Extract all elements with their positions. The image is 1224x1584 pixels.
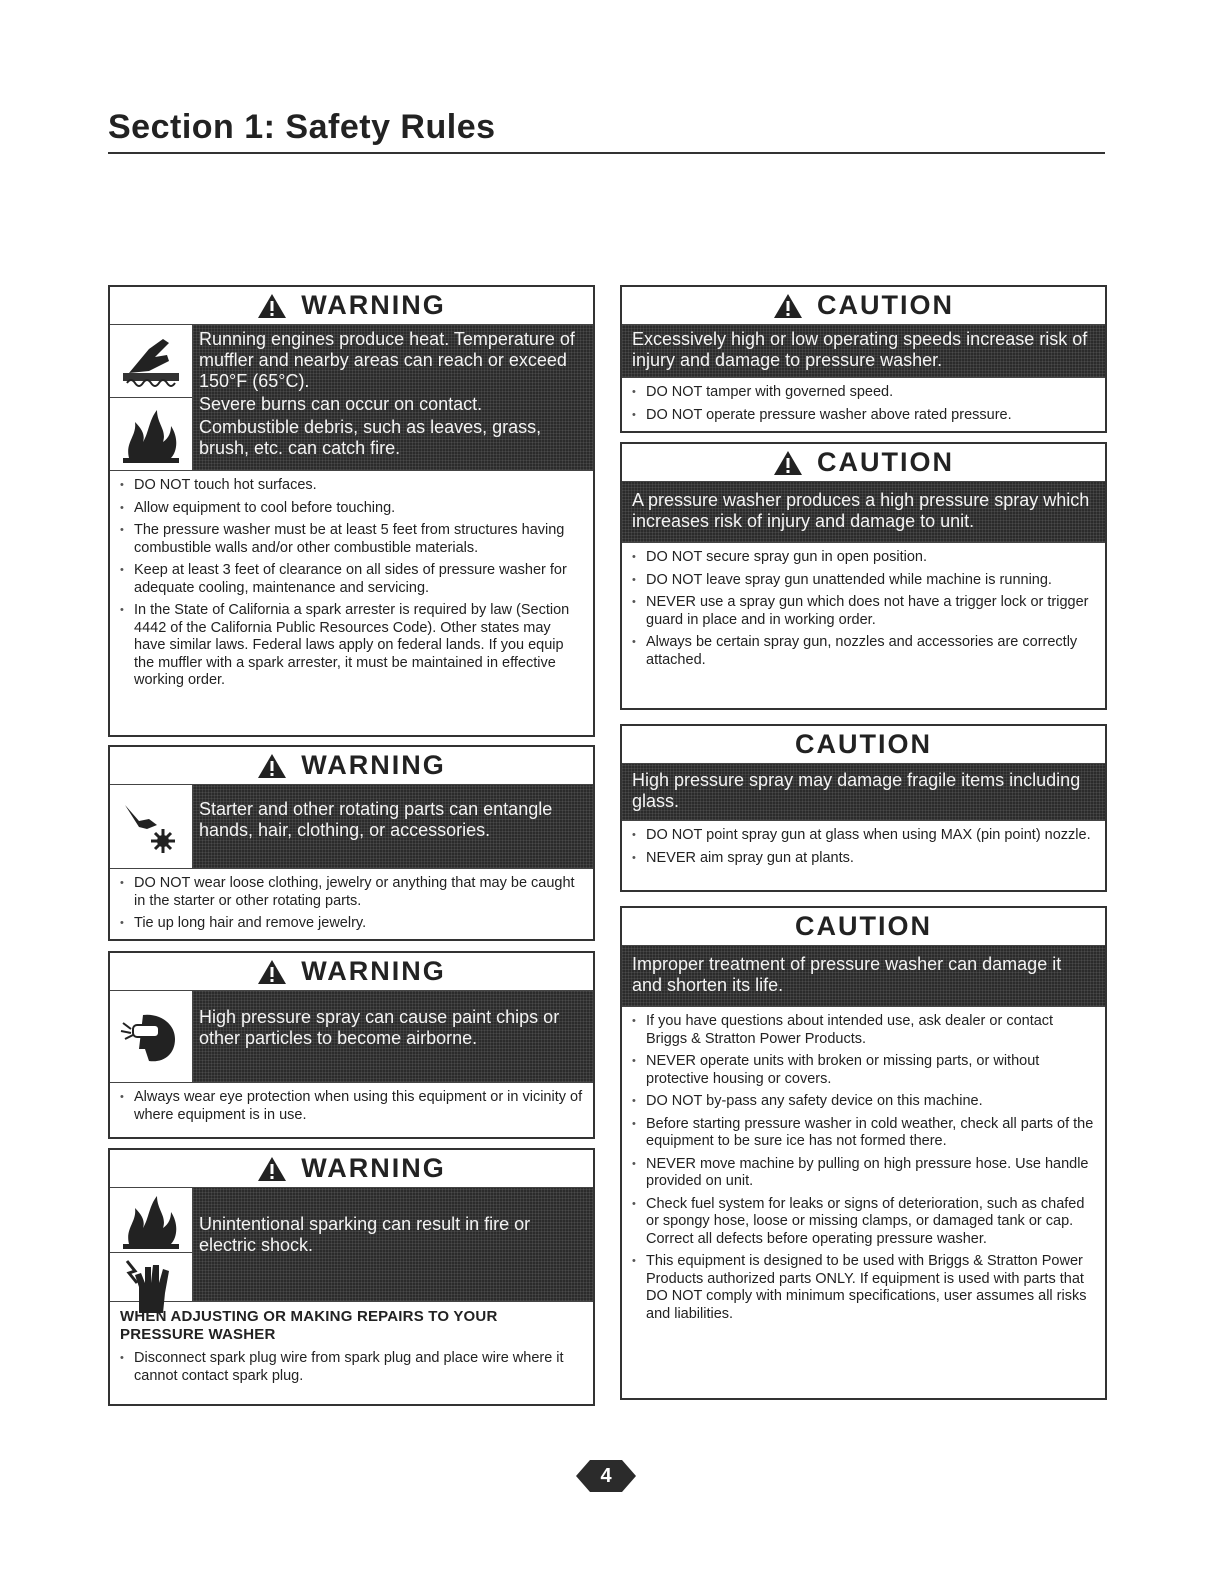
caution-header: [622, 444, 1105, 482]
caution-box-speed: [620, 285, 1107, 433]
warning-header: [110, 747, 593, 785]
caution-heading: CAUTION: [817, 290, 954, 320]
hazard-line: Severe burns can occur on contact.: [199, 394, 483, 414]
hazard-text: A pressure washer produces a high pressure spray which increases risk of injury and damage to unit.: [622, 482, 1105, 543]
warning-box-entanglement: [108, 745, 595, 941]
warning-heading: WARNING: [301, 290, 446, 320]
hazard-text: [193, 991, 593, 1082]
list-item: • In the State of California a spark arrester is required by law (Section 4442 of the California Public Resources Code). Other states may have similar laws. Federal laws apply on federal lands. If you equip the muffler with a spark arrester, it must be maintained in effective working order.: [120, 602, 583, 690]
hazard-line: Starter and other rotating parts can entangle hands, hair, clothing, or accessories.: [199, 799, 553, 840]
alert-triangle-icon: [773, 449, 803, 477]
fire-icon: [110, 398, 192, 470]
page-number-badge: [576, 1456, 636, 1496]
hazard-text: Excessively high or low operating speeds increase risk of injury and damage to pressure washer.: [622, 325, 1105, 378]
caution-box-treatment: [620, 906, 1107, 1400]
list-item: • Check fuel system for leaks or signs of deterioration, such as chafed or spongy hose, loose or missing clamps, or damaged tank or cap. Correct all defects before operating pressure washer.: [632, 1196, 1095, 1249]
list-item: • DO NOT by-pass any safety device on this machine.: [632, 1093, 1095, 1111]
list-item: • If you have questions about intended use, ask dealer or contact Briggs & Stratton Power Products.: [632, 1013, 1095, 1048]
instruction-list: [622, 827, 1105, 867]
alert-triangle-icon: [257, 958, 287, 986]
pictogram-column: [110, 785, 193, 868]
page-title: Section 1: Safety Rules: [108, 108, 496, 146]
list-item: • Keep at least 3 feet of clearance on all sides of pressure washer for adequate cooling, maintenance and servicing.: [120, 562, 583, 597]
alert-triangle-icon: [257, 292, 287, 320]
fire-icon: [110, 1188, 192, 1253]
hazard-text: [193, 325, 593, 470]
list-item: • NEVER move machine by pulling on high pressure hose. Use handle provided on unit.: [632, 1156, 1095, 1191]
instruction-list: [622, 384, 1105, 424]
list-item: • Tie up long hair and remove jewelry.: [120, 915, 583, 933]
list-item: • DO NOT leave spray gun unattended while machine is running.: [632, 572, 1095, 590]
list-item: • DO NOT secure spray gun in open position.: [632, 549, 1095, 567]
list-item: • DO NOT operate pressure washer above rated pressure.: [632, 407, 1095, 425]
instruction-list: [622, 549, 1105, 669]
list-item: • DO NOT wear loose clothing, jewelry or anything that may be caught in the starter or other rotating parts.: [120, 875, 583, 910]
entanglement-icon: [110, 785, 192, 868]
instruction-list: [110, 1089, 593, 1124]
hazard-line: Unintentional sparking can result in fire or electric shock.: [199, 1214, 531, 1255]
warning-box-hot-surfaces: [108, 285, 595, 737]
warning-header: [110, 287, 593, 325]
warning-box-sparking: [108, 1148, 595, 1406]
title-divider: [108, 152, 1105, 154]
list-item: • NEVER aim spray gun at plants.: [632, 850, 1095, 868]
list-item: • DO NOT point spray gun at glass when using MAX (pin point) nozzle.: [632, 827, 1095, 845]
hazard-panel: [110, 325, 593, 471]
caution-box-fragile: [620, 724, 1107, 892]
caution-heading: CAUTION: [795, 911, 932, 941]
alert-triangle-icon: [257, 752, 287, 780]
warning-box-eye-protection: [108, 951, 595, 1139]
hazard-line: Combustible debris, such as leaves, grass, brush, etc. can catch fire.: [199, 417, 542, 458]
warning-heading: WARNING: [301, 750, 446, 780]
instruction-list: [110, 875, 593, 933]
caution-box-spray: [620, 442, 1107, 710]
repair-subheading: WHEN ADJUSTING OR MAKING REPAIRS TO YOUR PRESSURE WASHER: [120, 1308, 498, 1343]
warning-header: [110, 953, 593, 991]
instruction-list: [622, 1013, 1105, 1323]
hazard-line: High pressure spray can cause paint chips or other particles to become airborne.: [199, 1007, 560, 1048]
alert-triangle-icon: [773, 292, 803, 320]
caution-header: [622, 287, 1105, 325]
caution-header: [622, 908, 1105, 946]
list-item: • The pressure washer must be at least 5 feet from structures having combustible walls and/or other combustible materials.: [120, 522, 583, 557]
warning-heading: WARNING: [301, 956, 446, 986]
hazard-text: [193, 1188, 593, 1301]
hazard-line: Running engines produce heat. Temperature of muffler and nearby areas can reach or exceed 150°F (65°C).: [199, 329, 575, 391]
caution-heading: CAUTION: [795, 729, 932, 759]
pictogram-column: [110, 325, 193, 470]
list-item: • NEVER operate units with broken or missing parts, or without protective housing or covers.: [632, 1053, 1095, 1088]
hazard-text: Improper treatment of pressure washer can damage it and shorten its life.: [622, 946, 1105, 1007]
list-item: • Always be certain spray gun, nozzles and accessories are correctly attached.: [632, 634, 1095, 669]
page-number: 4: [600, 1465, 612, 1487]
list-item: • Allow equipment to cool before touching.: [120, 500, 583, 518]
instruction-list: [110, 1350, 593, 1385]
list-item: • NEVER use a spray gun which does not have a trigger lock or trigger guard in place and in working order.: [632, 594, 1095, 629]
list-item: • Before starting pressure washer in cold weather, check all parts of the equipment to be sure ice has not formed there.: [632, 1116, 1095, 1151]
pictogram-column: [110, 1188, 193, 1301]
list-item: • DO NOT touch hot surfaces.: [120, 477, 583, 495]
warning-header: [110, 1150, 593, 1188]
caution-header: [622, 726, 1105, 764]
warning-heading: WARNING: [301, 1153, 446, 1183]
instruction-list: [110, 477, 593, 690]
list-item: • This equipment is designed to be used with Briggs & Stratton Power Products authorized parts ONLY. If equipment is used with parts that DO NOT comply with minimum specifications, user assumes all risks and liabilities.: [632, 1253, 1095, 1323]
hazard-panel: [110, 1188, 593, 1302]
hazard-panel: [110, 991, 593, 1083]
burn-hand-icon: [110, 325, 192, 398]
hazard-text: [193, 785, 593, 868]
hazard-panel: [110, 785, 593, 869]
caution-heading: CAUTION: [817, 447, 954, 477]
eye-protection-icon: [110, 991, 192, 1082]
list-item: • Disconnect spark plug wire from spark plug and place wire where it cannot contact spark plug.: [120, 1350, 583, 1385]
hazard-text: High pressure spray may damage fragile items including glass.: [622, 764, 1105, 821]
pictogram-column: [110, 991, 193, 1082]
list-item: • Always wear eye protection when using this equipment or in vicinity of where equipment is in use.: [120, 1089, 583, 1124]
alert-triangle-icon: [257, 1155, 287, 1183]
list-item: • DO NOT tamper with governed speed.: [632, 384, 1095, 402]
